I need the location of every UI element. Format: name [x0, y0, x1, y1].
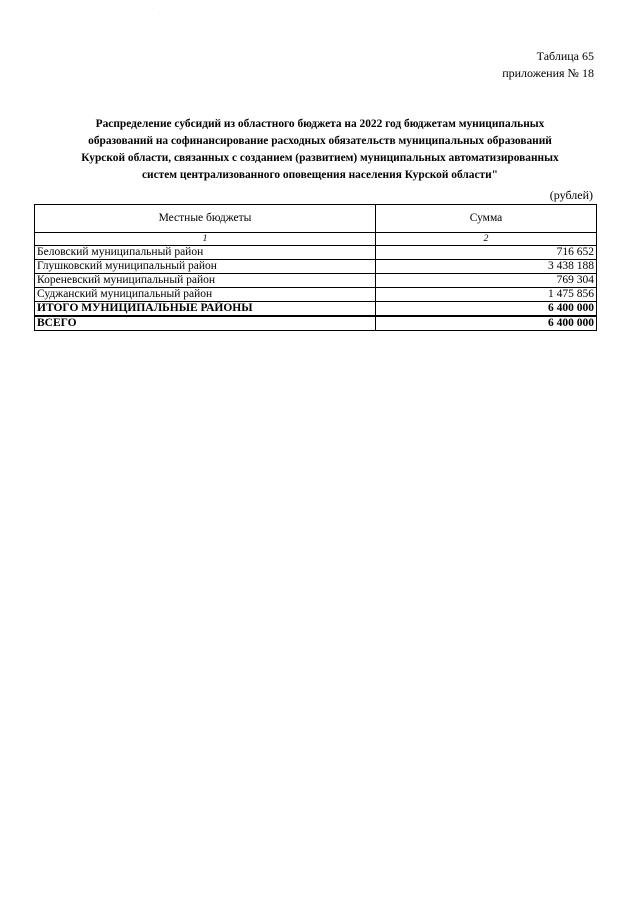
district-amount: 716 652 — [376, 246, 597, 260]
subtotal-amount: 6 400 000 — [376, 302, 597, 317]
scan-speck: · — [146, 398, 148, 403]
column-number: 1 — [35, 233, 376, 246]
units-label: (рублей) — [549, 188, 593, 202]
column-header-budgets: Местные бюджеты — [35, 205, 376, 233]
district-name: Беловский муниципальный район — [35, 246, 376, 260]
title-line: образований на софинансирование расходных обязательств муниципальных образований — [88, 135, 552, 147]
district-amount: 3 438 188 — [376, 260, 597, 274]
column-number: 2 — [376, 233, 597, 246]
appendix-number: приложения № 18 — [502, 66, 594, 80]
column-number-row — [35, 233, 597, 246]
scan-speck: · — [152, 6, 154, 11]
table-header-row — [35, 205, 597, 233]
district-amount: 769 304 — [376, 274, 597, 288]
total-label: ВСЕГО — [35, 316, 376, 331]
subtotal-label: ИТОГО МУНИЦИПАЛЬНЫЕ РАЙОНЫ — [35, 302, 376, 317]
column-header-amount: Сумма — [376, 205, 597, 233]
title-line: Распределение субсидий из областного бюджета на 2022 год бюджетам муниципальных — [95, 118, 545, 130]
table-reference — [502, 48, 594, 82]
table-row — [35, 274, 597, 288]
title-line: Курской области, связанных с созданием (развитием) муниципальных автоматизированных — [81, 152, 559, 164]
document-title — [40, 116, 600, 184]
table-row — [35, 288, 597, 302]
subtotal-row — [35, 302, 597, 317]
district-name: Суджанский муниципальный район — [35, 288, 376, 302]
table-row — [35, 260, 597, 274]
district-amount: 1 475 856 — [376, 288, 597, 302]
budget-table — [34, 204, 597, 331]
district-name: Кореневский муниципальный район — [35, 274, 376, 288]
table-row — [35, 246, 597, 260]
total-amount: 6 400 000 — [376, 316, 597, 331]
district-name: Глушковский муниципальный район — [35, 260, 376, 274]
table-number: Таблица 65 — [536, 49, 594, 63]
title-line: систем централизованного оповещения населения Курской области" — [141, 169, 499, 181]
total-row — [35, 316, 597, 331]
